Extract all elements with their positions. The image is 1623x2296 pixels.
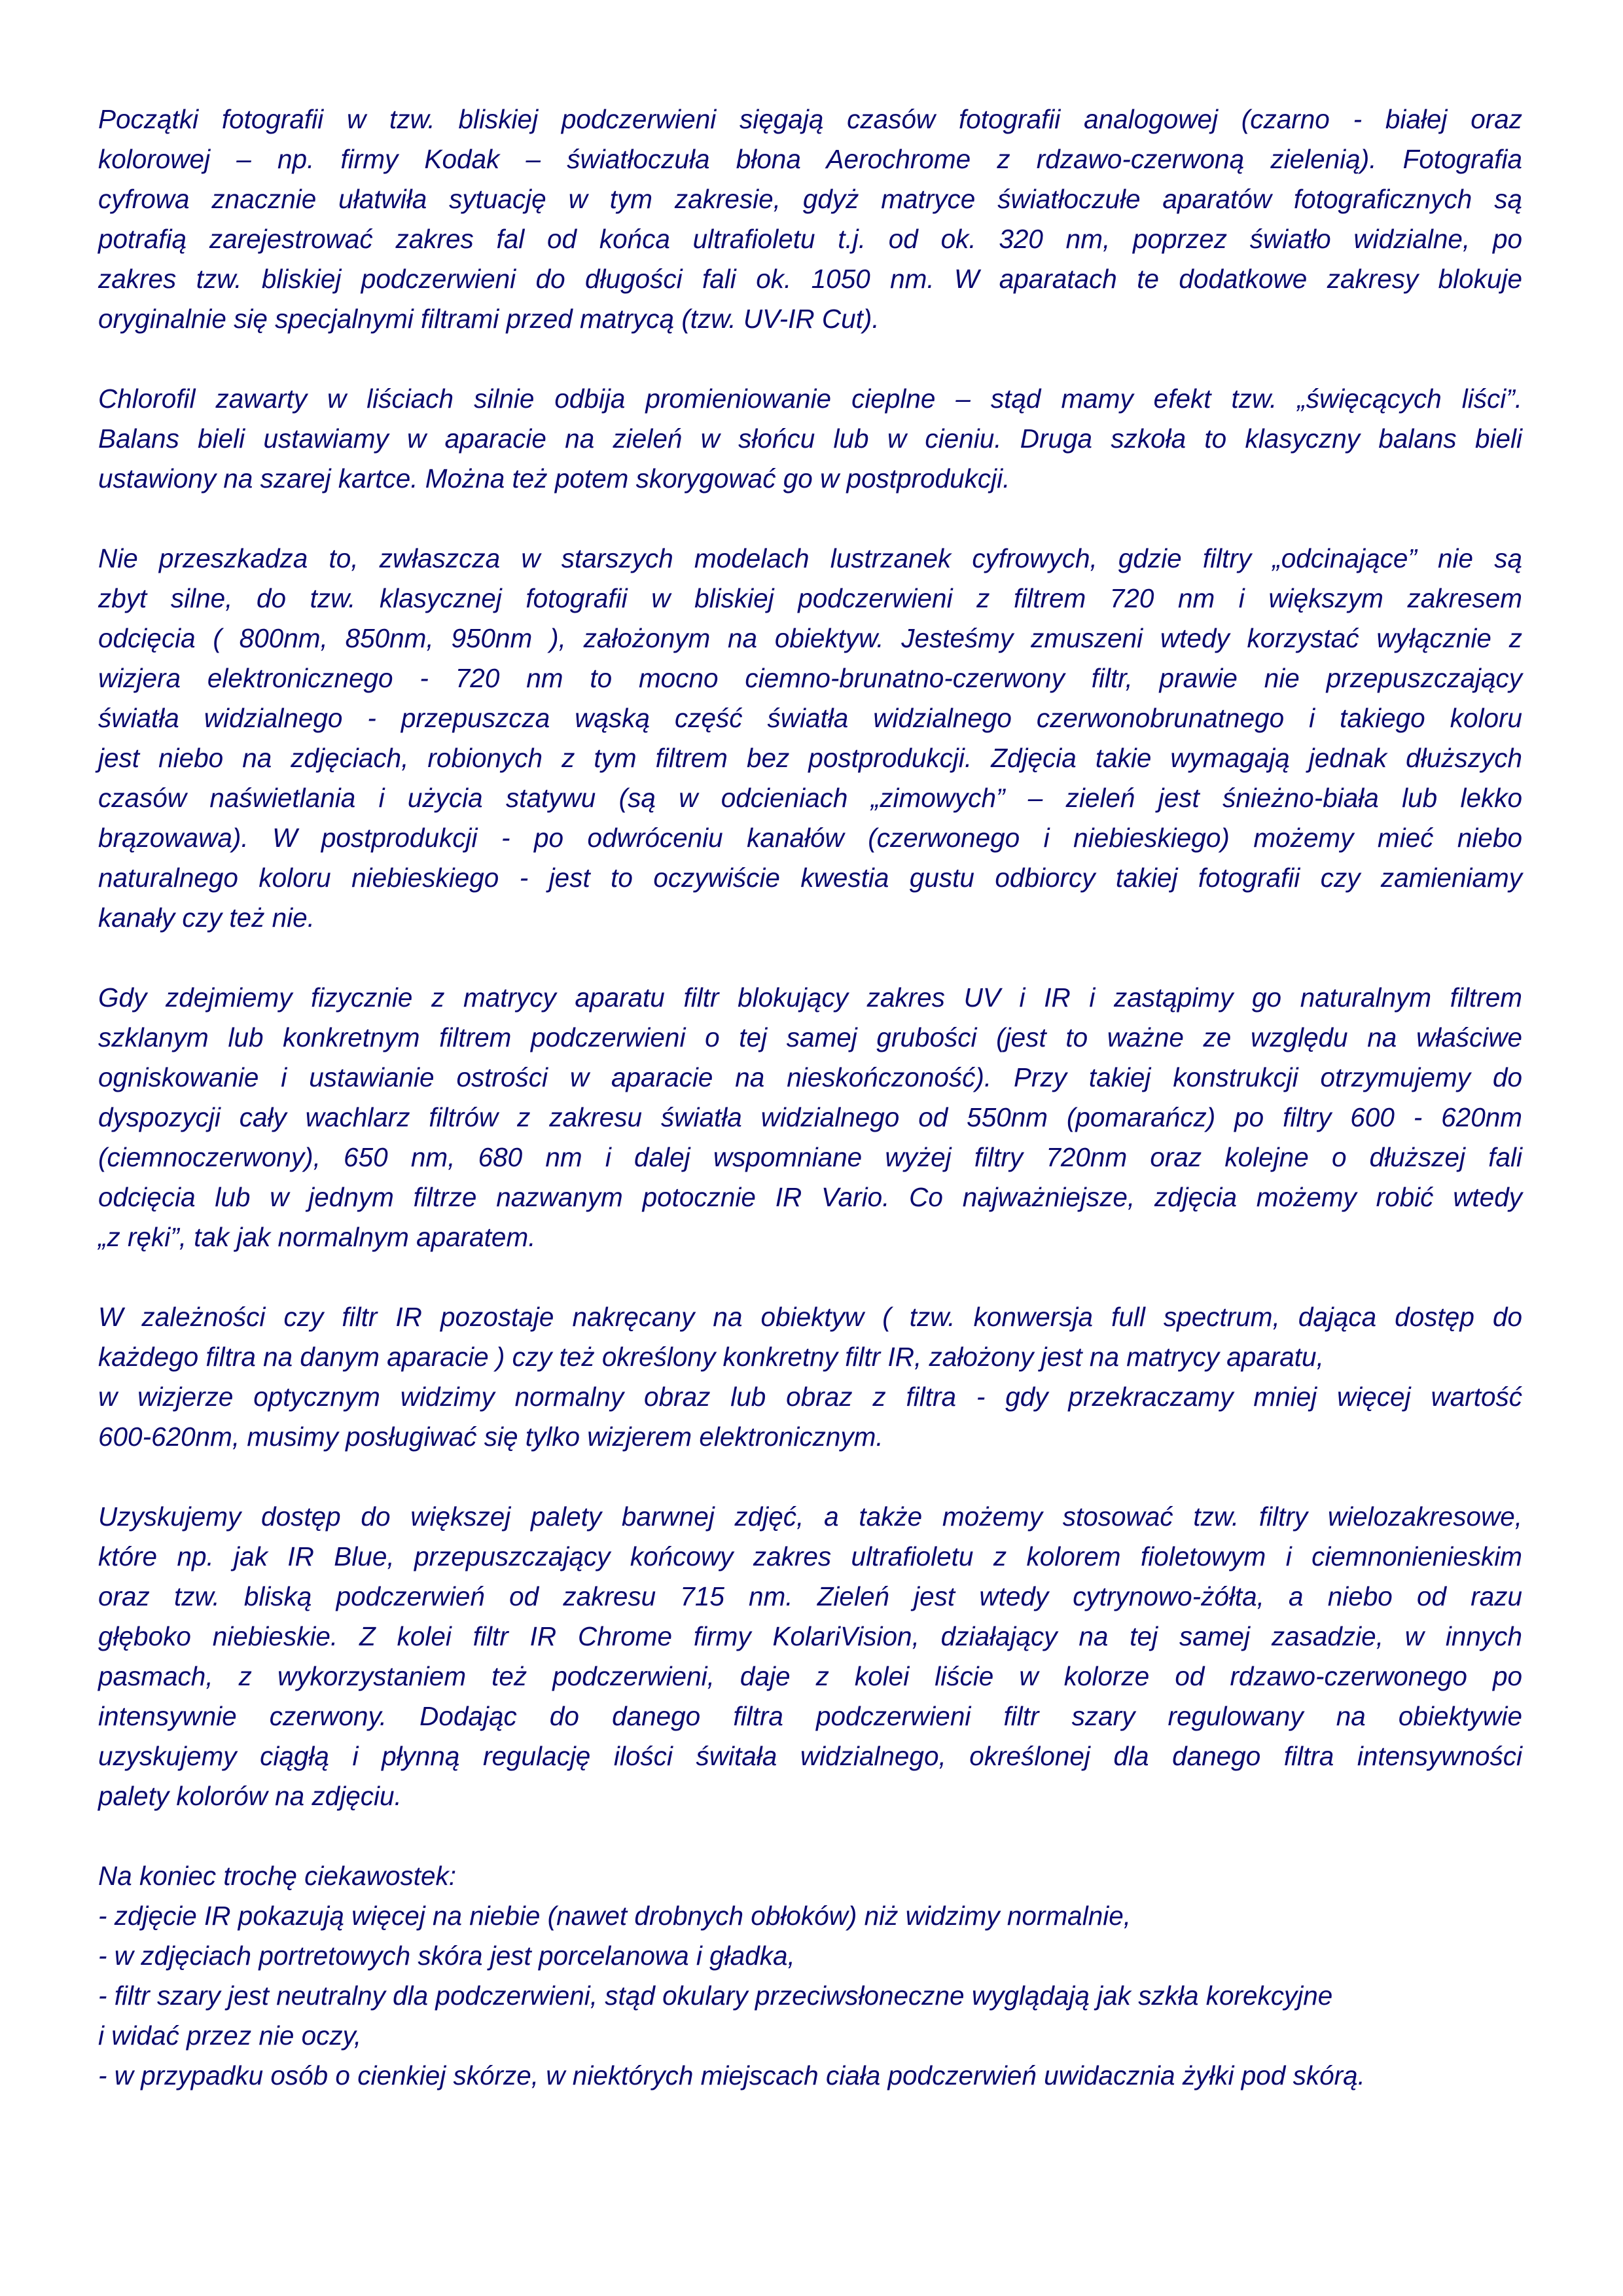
text-line: w wizjerze optycznym widzimy normalny obraz lub obraz z filtra - gdy przekraczamy mniej więcej wartość bbox=[98, 1382, 1522, 1412]
trivia-item: - w przypadku osób o cienkiej skórze, w niektórych miejscach ciała podczerwień uwidacznia żyłki pod skórą. bbox=[98, 2060, 1365, 2090]
text-line: oryginalnie się specjalnymi filtrami przed matrycą (tzw. UV-IR Cut). bbox=[98, 304, 880, 334]
text-line: światła widzialnego - przepuszcza wąską część światła widzialnego czerwonobrunatnego i takiego koloru bbox=[98, 703, 1522, 733]
text-line: intensywnie czerwony. Dodając do danego filtra podczerwieni filtr szary regulowany na obiektywie bbox=[98, 1701, 1522, 1731]
text-line: „z ręki”, tak jak normalnym aparatem. bbox=[98, 1222, 536, 1252]
text-line: ogniskowanie i ustawianie ostrości w aparacie na nieskończoność). Przy takiej konstrukcji otrzymujemy do bbox=[98, 1062, 1522, 1092]
text-line: każdego filtra na danym aparacie ) czy też określony konkretny filtr IR, założony jest na matrycy aparatu, bbox=[98, 1342, 1324, 1372]
trivia-item-continuation: i widać przez nie oczy, bbox=[98, 2020, 362, 2051]
paragraph-720nm-filter bbox=[98, 539, 1522, 938]
text-line: Nie przeszkadza to, zwłaszcza w starszych modelach lustrzanek cyfrowych, gdzie filtry „odcinające” nie są bbox=[98, 543, 1522, 573]
text-line: kolorowej – np. firmy Kodak – światłoczuła błona Aerochrome z rdzawo-czerwoną zielenią). Fotografia bbox=[98, 144, 1522, 174]
trivia-item: - w zdjęciach portretowych skóra jest porcelanowa i gładka, bbox=[98, 1941, 795, 1971]
paragraph-full-spectrum-conversion bbox=[98, 978, 1522, 1257]
text-line: zbyt silne, do tzw. klasycznej fotografii w bliskiej podczerwieni z filtrem 720 nm i większym zakresem bbox=[98, 583, 1522, 613]
text-line: cyfrowa znacznie ułatwiła sytuację w tym zakresie, gdyż matryce światłoczułe aparatów fotograficznych są bbox=[98, 184, 1522, 214]
text-line: jest niebo na zdjęciach, robionych z tym filtrem bez postprodukcji. Zdjęcia takie wymagają jednak dłuższych bbox=[98, 743, 1522, 773]
text-line: czasów naświetlania i użycia statywu (są w odcieniach „zimowych” – zieleń jest śnieżno-biała lub lekko bbox=[98, 783, 1522, 813]
trivia-item: - filtr szary jest neutralny dla podczerwieni, stąd okulary przeciwsłoneczne wyglądają jak szkła korekcyjne bbox=[98, 1981, 1333, 2011]
text-line: wizjera elektronicznego - 720 nm to mocno ciemno-brunatno-czerwony filtr, prawie nie przepuszczający bbox=[98, 663, 1522, 693]
trivia-heading: Na koniec trochę ciekawostek: bbox=[98, 1861, 457, 1891]
text-line: Chlorofil zawarty w liściach silnie odbija promieniowanie cieplne – stąd mamy efekt tzw. „święcących liści”. bbox=[98, 384, 1522, 414]
text-line: 600-620nm, musimy posługiwać się tylko wizjerem elektronicznym. bbox=[98, 1422, 883, 1452]
text-line: odcięcia ( 800nm, 850nm, 950nm ), założonym na obiektyw. Jesteśmy zmuszeni wtedy korzystać wyłącznie z bbox=[98, 623, 1522, 653]
paragraph-viewfinder bbox=[98, 1297, 1522, 1457]
text-line: (ciemnoczerwony), 650 nm, 680 nm i dalej wspomniane wyżej filtry 720nm oraz kolejne o dłuższej fali bbox=[98, 1142, 1522, 1172]
document-page bbox=[98, 99, 1522, 2096]
text-line: głęboko niebieskie. Z kolei filtr IR Chrome firmy KolariVision, działający na tej samej zasadzie, w innych bbox=[98, 1621, 1522, 1651]
trivia-item: - zdjęcie IR pokazują więcej na niebie (nawet drobnych obłoków) niż widzimy normalnie, bbox=[98, 1901, 1131, 1931]
paragraph-multiband-filters bbox=[98, 1497, 1522, 1816]
text-line: które np. jak IR Blue, przepuszczający końcowy zakres ultrafioletu z kolorem fioletowym i ciemnonienieskim bbox=[98, 1541, 1522, 1571]
text-line: Gdy zdejmiemy fizycznie z matrycy aparatu filtr blokujący zakres UV i IR i zastąpimy go naturalnym filtrem bbox=[98, 982, 1522, 1013]
text-line: pasmach, z wykorzystaniem też podczerwieni, daje z kolei liście w kolorze od rdzawo-czerwonego po bbox=[98, 1661, 1522, 1691]
text-line: uzyskujemy ciągłą i płynną regulację ilości świtała widzialnego, określonej dla danego filtra intensywności bbox=[98, 1741, 1522, 1771]
text-line: brązowawa). W postprodukcji - po odwróceniu kanałów (czerwonego i niebieskiego) możemy mieć niebo bbox=[98, 823, 1522, 853]
text-line: zakres tzw. bliskiej podczerwieni do długości fali ok. 1050 nm. W aparatach te dodatkowe zakresy blokuje bbox=[98, 264, 1522, 294]
trivia-section bbox=[98, 1856, 1522, 2096]
text-line: kanały czy też nie. bbox=[98, 903, 315, 933]
text-line: Uzyskujemy dostęp do większej palety barwnej zdjęć, a także możemy stosować tzw. filtry wielozakresowe, bbox=[98, 1501, 1522, 1532]
text-line: potrafią zarejestrować zakres fal od końca ultrafioletu t.j. od ok. 320 nm, poprzez światło widzialne, po bbox=[98, 224, 1522, 254]
text-line: szklanym lub konkretnym filtrem podczerwieni o tej samej grubości (jest to ważne ze względu na właściwe bbox=[98, 1022, 1522, 1052]
text-line: ustawiony na szarej kartce. Można też potem skorygować go w postprodukcji. bbox=[98, 463, 1010, 493]
paragraph-history bbox=[98, 99, 1522, 339]
text-line: odcięcia lub w jednym filtrze nazwanym potocznie IR Vario. Co najważniejsze, zdjęcia możemy robić wtedy bbox=[98, 1182, 1522, 1212]
text-line: W zależności czy filtr IR pozostaje nakręcany na obiektyw ( tzw. konwersja full spectrum, dająca dostęp do bbox=[98, 1302, 1522, 1332]
text-line: oraz tzw. bliską podczerwień od zakresu 715 nm. Zieleń jest wtedy cytrynowo-żółta, a niebo od razu bbox=[98, 1581, 1522, 1611]
paragraph-chlorophyll bbox=[98, 379, 1522, 499]
text-line: Balans bieli ustawiamy w aparacie na zieleń w słońcu lub w cieniu. Druga szkoła to klasyczny balans bieli bbox=[98, 423, 1522, 454]
text-line: dyspozycji cały wachlarz filtrów z zakresu światła widzialnego od 550nm (pomarańcz) po filtry 600 - 620nm bbox=[98, 1102, 1522, 1132]
text-line: naturalnego koloru niebieskiego - jest to oczywiście kwestia gustu odbiorcy takiej fotografii czy zamieniamy bbox=[98, 863, 1522, 893]
text-line: Początki fotografii w tzw. bliskiej podczerwieni sięgają czasów fotografii analogowej (czarno - białej oraz bbox=[98, 104, 1522, 134]
text-line: palety kolorów na zdjęciu. bbox=[98, 1781, 402, 1811]
